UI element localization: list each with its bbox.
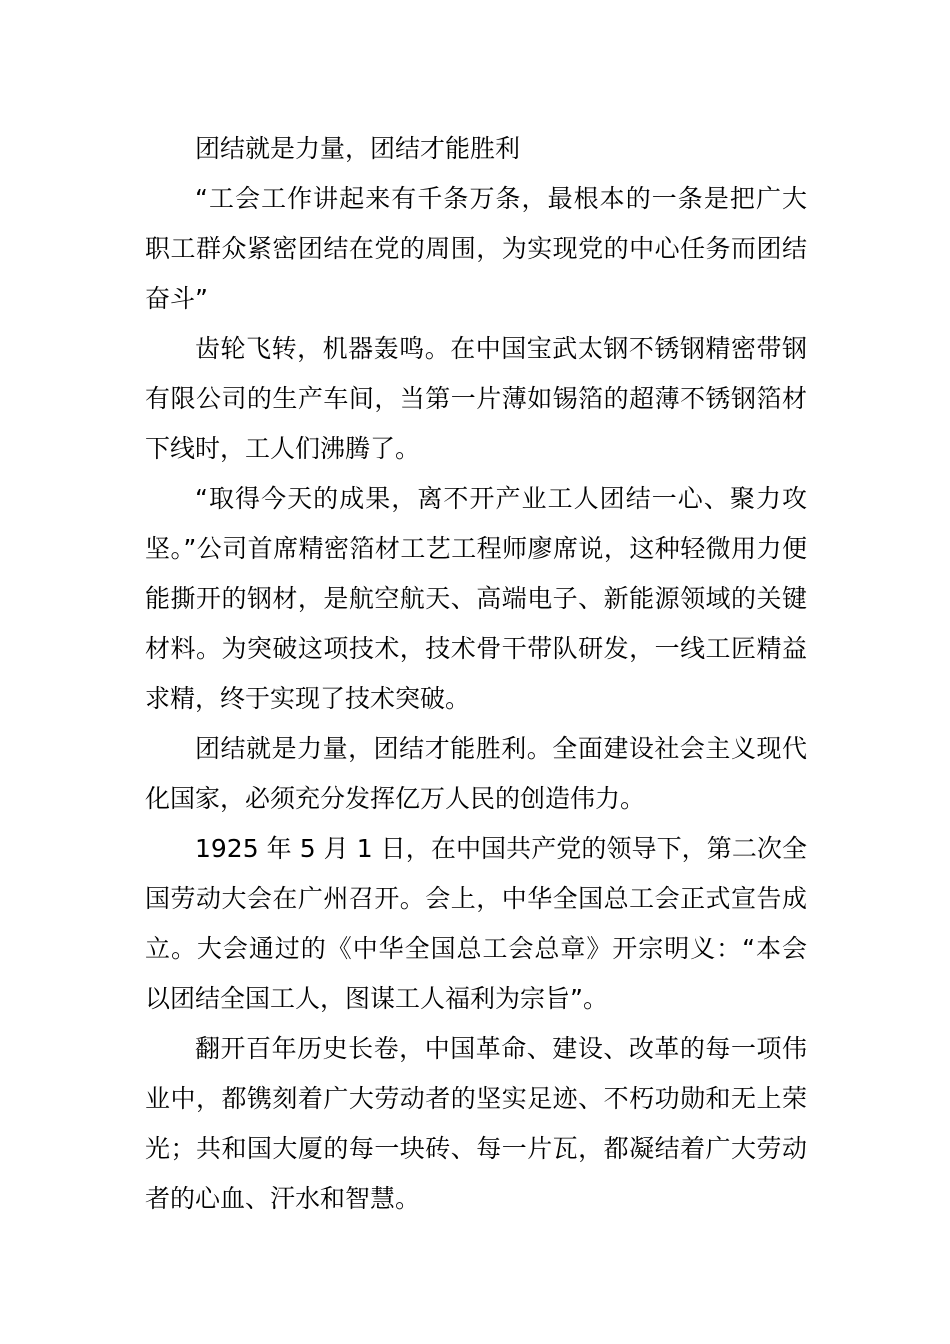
paragraph: 齿轮飞转，机器轰鸣。在中国宝武太钢不锈钢精密带钢有限公司的生产车间，当第一片薄如锡箔的超薄不锈钢箔材下线时，工人们沸腾了。 [145, 334, 807, 463]
paragraph: 团结就是力量，团结才能胜利。全面建设社会主义现代化国家，必须充分发挥亿万人民的创造伟力。 [145, 734, 807, 813]
paragraph-quote: “工会工作讲起来有千条万条，最根本的一条是把广大职工群众紧密团结在党的周围，为实现党的中心任务而团结奋斗” [145, 184, 807, 313]
paragraph: 1925 年 5 月 1 日，在中国共产党的领导下，第二次全国劳动大会在广州召开。会上，中华全国总工会正式宣告成立。大会通过的《中华全国总工会总章》开宗明义：“本会以团结全国工人，图谋工人福利为宗旨”。 [145, 834, 807, 1013]
document-body [145, 124, 807, 1224]
paragraph: 翻开百年历史长卷，中国革命、建设、改革的每一项伟业中，都镌刻着广大劳动者的坚实足迹、不朽功勋和无上荣光；共和国大厦的每一块砖、每一片瓦，都凝结着广大劳动者的心血、汗水和智慧。 [145, 1034, 807, 1213]
paragraph-heading: 团结就是力量，团结才能胜利 [195, 134, 521, 163]
paragraph: “取得今天的成果，离不开产业工人团结一心、聚力攻坚。”公司首席精密箔材工艺工程师廖席说，这种轻微用力便能撕开的钢材，是航空航天、高端电子、新能源领域的关键材料。为突破这项技术，技术骨干带队研发，一线工匠精益求精，终于实现了技术突破。 [145, 484, 807, 713]
